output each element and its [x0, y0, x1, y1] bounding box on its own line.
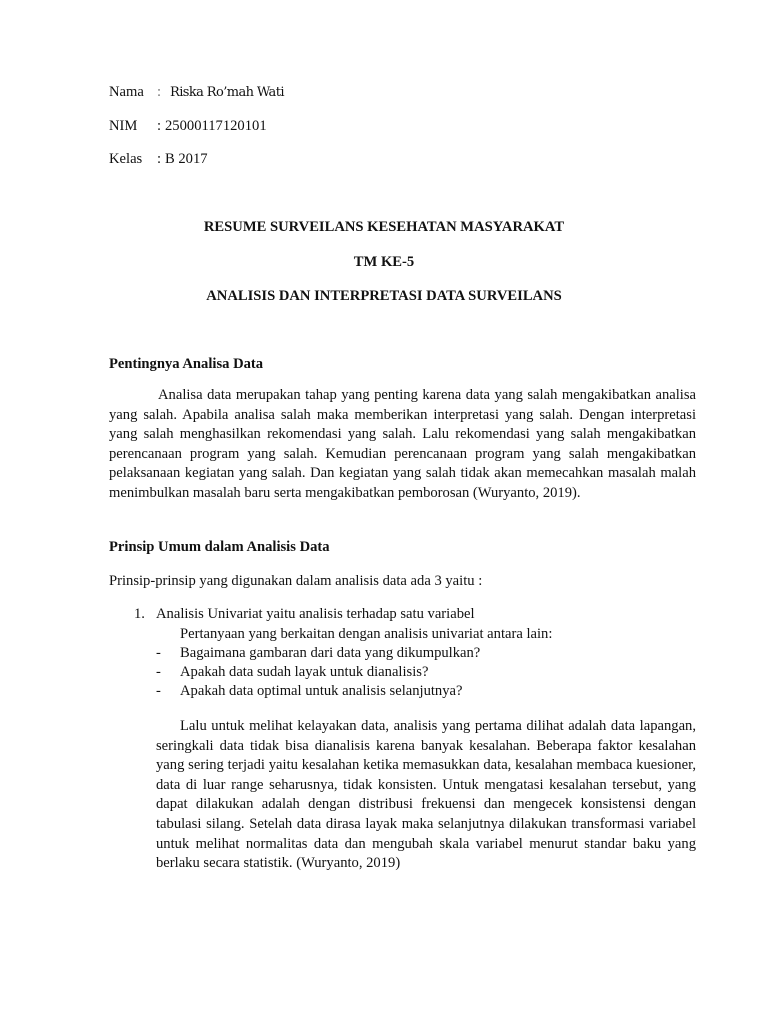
- list-item-text: Analisis Univariat yaitu analisis terhadap satu variabel: [156, 606, 475, 622]
- kelas-row: [109, 151, 208, 168]
- nama-row: [109, 84, 284, 101]
- section-heading-pentingnya: Pentingnya Analisa Data: [109, 356, 264, 372]
- section-intro: Prinsip-prinsip yang digunakan dalam analisis data ada 3 yaitu :: [109, 573, 483, 589]
- section-paragraph-pentingnya: Analisa data merupakan tahap yang penting karena data yang salah mengakibatkan analisa yang salah. Apabila analisa salah maka memberikan interpretasi yang salah. Dengan interpretasi yang salah menghasilkan rekomendasi yang salah. Lalu rekomendasi yang salah mengakibatkan perencanaan program yang salah. Kemudian perencanaan program yang salah mengakibatkan pelaksanaan kegiatan yang salah. Dan kegiatan yang salah tidak akan memecahkan masalah malah menimbulkan masalah baru serta mengakibatkan pemborosan (Wuryanto, 2019).: [109, 387, 696, 501]
- title-line-1: RESUME SURVEILANS KESEHATAN MASYARAKAT: [203, 219, 565, 235]
- kelas-value: B 2017: [165, 151, 208, 167]
- bullet-marker: -: [156, 664, 161, 680]
- bullet-item: Apakah data optimal untuk analisis selanjutnya?: [180, 683, 463, 699]
- section-heading-prinsip: Prinsip Umum dalam Analisis Data: [109, 539, 330, 555]
- kelas-label: Kelas: [109, 151, 143, 167]
- bullet-marker: -: [156, 645, 161, 661]
- nim-value: 25000117120101: [165, 118, 267, 134]
- list-item-number: 1.: [134, 606, 145, 622]
- bullet-item: Apakah data sudah layak untuk dianalisis?: [180, 664, 429, 680]
- list-item-subtext: Pertanyaan yang berkaitan dengan analisis univariat antara lain:: [180, 626, 553, 642]
- nim-label: NIM: [109, 118, 138, 134]
- title-line-3: ANALISIS DAN INTERPRETASI DATA SURVEILANS: [206, 288, 562, 304]
- title-line-2: TM KE-5: [353, 254, 415, 270]
- nama-separator: :: [157, 84, 162, 100]
- nim-row: [109, 118, 267, 135]
- nim-separator: :: [157, 118, 162, 134]
- nama-label: Nama: [109, 84, 144, 100]
- bullet-item: Bagaimana gambaran dari data yang dikumpulkan?: [180, 645, 481, 661]
- bullet-marker: -: [156, 683, 161, 699]
- kelas-separator: :: [157, 151, 162, 167]
- section-paragraph-kelayakan: Lalu untuk melihat kelayakan data, analisis yang pertama dilihat adalah data lapangan, seringkali data tidak bisa dianalisis karena banyak kesalahan. Beberapa faktor kesalahan yang sering terjadi yaitu kesalahan ketika memasukkan data, kesalahan membaca kuesioner, data di luar range seharusnya, tidak konsisten. Untuk mengatasi kesalahan tersebut, yang dapat dilakukan adalah dengan distribusi frekuensi dan mengecek konsistensi dengan tabulasi silang. Setelah data dirasa layak maka selanjutnya dilakukan transformasi variabel untuk melihat normalitas data dan mengubah skala variabel menurut standar baku yang berlaku secara statistik. (Wuryanto, 2019): [156, 718, 696, 872]
- nama-value: Riska Ro’mah Wati: [170, 85, 284, 100]
